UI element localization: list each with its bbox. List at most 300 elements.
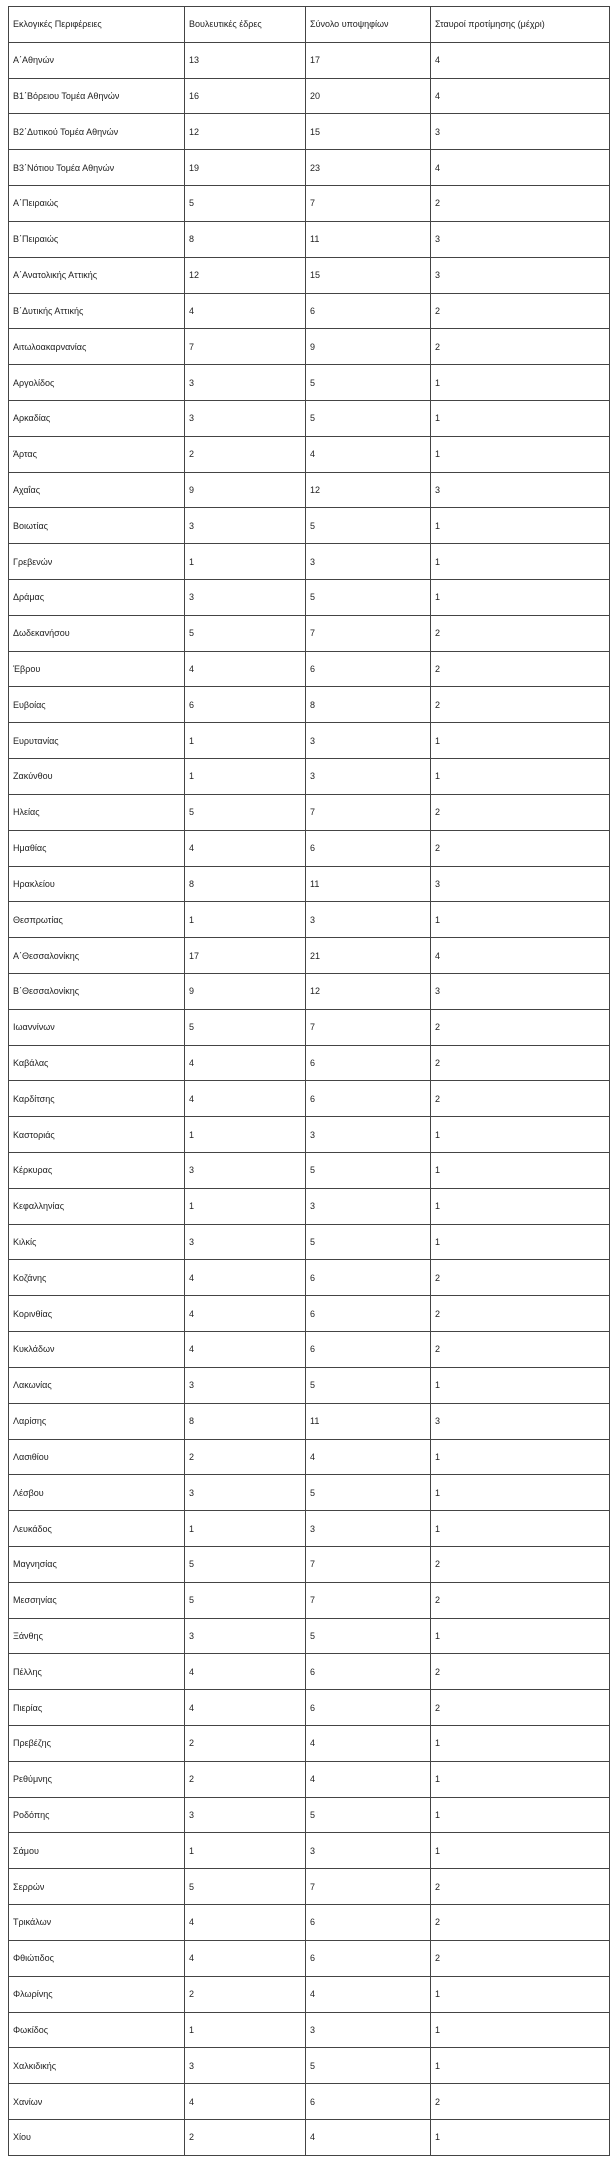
- preference-votes-cell: 2: [431, 1296, 610, 1332]
- preference-votes-cell: 3: [431, 472, 610, 508]
- constituency-cell: Μαγνησίας: [9, 1546, 185, 1582]
- candidates-cell: 5: [306, 508, 431, 544]
- preference-votes-cell: 2: [431, 1009, 610, 1045]
- column-header: Σύνολο υποψηφίων: [306, 7, 431, 43]
- candidates-cell: 5: [306, 1153, 431, 1189]
- preference-votes-cell: 1: [431, 723, 610, 759]
- table-row: [9, 1546, 610, 1582]
- constituency-cell: Ευρυτανίας: [9, 723, 185, 759]
- preference-votes-cell: 1: [431, 1833, 610, 1869]
- preference-votes-cell: 4: [431, 42, 610, 78]
- seats-cell: 4: [185, 1260, 306, 1296]
- table-row: [9, 1726, 610, 1762]
- table-row: [9, 2048, 610, 2084]
- table-row: [9, 1081, 610, 1117]
- table-row: [9, 1403, 610, 1439]
- preference-votes-cell: 3: [431, 1403, 610, 1439]
- constituency-cell: Β΄Πειραιώς: [9, 221, 185, 257]
- seats-cell: 5: [185, 794, 306, 830]
- table-row: [9, 221, 610, 257]
- column-header: Εκλογικές Περιφέρειες: [9, 7, 185, 43]
- constituency-cell: Ροδόπης: [9, 1797, 185, 1833]
- constituency-cell: Κοζάνης: [9, 1260, 185, 1296]
- constituency-cell: Καστοριάς: [9, 1117, 185, 1153]
- seats-cell: 3: [185, 1797, 306, 1833]
- seats-cell: 3: [185, 2048, 306, 2084]
- constituency-cell: Μεσσηνίας: [9, 1582, 185, 1618]
- seats-cell: 3: [185, 1224, 306, 1260]
- candidates-cell: 7: [306, 615, 431, 651]
- table-row: [9, 902, 610, 938]
- seats-cell: 3: [185, 400, 306, 436]
- table-row: [9, 1654, 610, 1690]
- candidates-cell: 4: [306, 1761, 431, 1797]
- constituency-cell: Κορινθίας: [9, 1296, 185, 1332]
- table-row: [9, 1332, 610, 1368]
- constituency-cell: Ημαθίας: [9, 830, 185, 866]
- table-row: [9, 329, 610, 365]
- seats-cell: 1: [185, 902, 306, 938]
- seats-cell: 1: [185, 1188, 306, 1224]
- constituency-cell: Τρικάλων: [9, 1905, 185, 1941]
- seats-cell: 8: [185, 1403, 306, 1439]
- seats-cell: 12: [185, 257, 306, 293]
- constituency-cell: Ξάνθης: [9, 1618, 185, 1654]
- column-header: Βουλευτικές έδρες: [185, 7, 306, 43]
- seats-cell: 4: [185, 1940, 306, 1976]
- preference-votes-cell: 2: [431, 651, 610, 687]
- constituency-cell: Πιερίας: [9, 1690, 185, 1726]
- preference-votes-cell: 1: [431, 508, 610, 544]
- preference-votes-cell: 2: [431, 830, 610, 866]
- table-row: [9, 973, 610, 1009]
- constituency-cell: Πρεβέζης: [9, 1726, 185, 1762]
- seats-cell: 4: [185, 2084, 306, 2120]
- seats-cell: 4: [185, 1654, 306, 1690]
- table-row: [9, 1188, 610, 1224]
- preference-votes-cell: 1: [431, 1976, 610, 2012]
- constituency-cell: Χαλκιδικής: [9, 2048, 185, 2084]
- candidates-cell: 7: [306, 186, 431, 222]
- seats-cell: 5: [185, 1546, 306, 1582]
- table-row: [9, 1618, 610, 1654]
- candidates-cell: 6: [306, 1260, 431, 1296]
- constituency-cell: Δράμας: [9, 580, 185, 616]
- candidates-cell: 7: [306, 1546, 431, 1582]
- candidates-cell: 5: [306, 365, 431, 401]
- table-row: [9, 1690, 610, 1726]
- constituency-cell: Λακωνίας: [9, 1367, 185, 1403]
- preference-votes-cell: 3: [431, 221, 610, 257]
- candidates-cell: 7: [306, 1869, 431, 1905]
- preference-votes-cell: 1: [431, 902, 610, 938]
- constituency-cell: Ζακύνθου: [9, 759, 185, 795]
- candidates-cell: 5: [306, 1475, 431, 1511]
- table-header-row: [9, 7, 610, 43]
- table-row: [9, 759, 610, 795]
- seats-cell: 5: [185, 186, 306, 222]
- preference-votes-cell: 2: [431, 1081, 610, 1117]
- preference-votes-cell: 3: [431, 973, 610, 1009]
- constituency-cell: Β3΄Νότιου Τομέα Αθηνών: [9, 150, 185, 186]
- preference-votes-cell: 2: [431, 1905, 610, 1941]
- constituency-cell: Φθιώτιδος: [9, 1940, 185, 1976]
- candidates-cell: 6: [306, 1905, 431, 1941]
- table-row: [9, 1367, 610, 1403]
- candidates-cell: 4: [306, 436, 431, 472]
- table-row: [9, 2119, 610, 2155]
- table-row: [9, 723, 610, 759]
- table-row: [9, 615, 610, 651]
- constituency-cell: Ηρακλείου: [9, 866, 185, 902]
- preference-votes-cell: 2: [431, 186, 610, 222]
- seats-cell: 16: [185, 78, 306, 114]
- candidates-cell: 6: [306, 1690, 431, 1726]
- preference-votes-cell: 2: [431, 1869, 610, 1905]
- constituency-cell: Α΄Ανατολικής Αττικής: [9, 257, 185, 293]
- seats-cell: 1: [185, 1833, 306, 1869]
- table-row: [9, 365, 610, 401]
- candidates-cell: 6: [306, 293, 431, 329]
- candidates-cell: 5: [306, 1618, 431, 1654]
- preference-votes-cell: 3: [431, 866, 610, 902]
- seats-cell: 3: [185, 1367, 306, 1403]
- preference-votes-cell: 2: [431, 1546, 610, 1582]
- preference-votes-cell: 1: [431, 436, 610, 472]
- candidates-cell: 5: [306, 1797, 431, 1833]
- seats-cell: 2: [185, 1726, 306, 1762]
- constituency-cell: Λασιθίου: [9, 1439, 185, 1475]
- table-row: [9, 1511, 610, 1547]
- constituency-cell: Α΄Αθηνών: [9, 42, 185, 78]
- seats-cell: 9: [185, 472, 306, 508]
- constituency-cell: Β΄Θεσσαλονίκης: [9, 973, 185, 1009]
- preference-votes-cell: 1: [431, 1511, 610, 1547]
- table-row: [9, 1296, 610, 1332]
- table-row: [9, 1976, 610, 2012]
- table-row: [9, 1260, 610, 1296]
- table-row: [9, 508, 610, 544]
- table-row: [9, 866, 610, 902]
- seats-cell: 3: [185, 508, 306, 544]
- constituency-cell: Α΄Πειραιώς: [9, 186, 185, 222]
- candidates-cell: 6: [306, 1940, 431, 1976]
- constituency-cell: Α΄Θεσσαλονίκης: [9, 938, 185, 974]
- seats-cell: 3: [185, 365, 306, 401]
- constituency-cell: Άρτας: [9, 436, 185, 472]
- table-row: [9, 2084, 610, 2120]
- table-row: [9, 1439, 610, 1475]
- candidates-cell: 5: [306, 1367, 431, 1403]
- constituency-cell: Ευβοίας: [9, 687, 185, 723]
- preference-votes-cell: 2: [431, 1690, 610, 1726]
- table-row: [9, 1009, 610, 1045]
- preference-votes-cell: 1: [431, 759, 610, 795]
- table-body: [9, 7, 610, 2156]
- constituency-cell: Κεφαλληνίας: [9, 1188, 185, 1224]
- seats-cell: 1: [185, 544, 306, 580]
- seats-cell: 1: [185, 1511, 306, 1547]
- constituency-cell: Πέλλης: [9, 1654, 185, 1690]
- table-row: [9, 1833, 610, 1869]
- seats-cell: 12: [185, 114, 306, 150]
- constituency-cell: Φωκίδος: [9, 2012, 185, 2048]
- table-row: [9, 1045, 610, 1081]
- constituency-cell: Καρδίτσης: [9, 1081, 185, 1117]
- candidates-cell: 6: [306, 1045, 431, 1081]
- constituencies-table: [8, 6, 610, 2156]
- seats-cell: 4: [185, 1905, 306, 1941]
- preference-votes-cell: 1: [431, 1618, 610, 1654]
- candidates-cell: 4: [306, 1726, 431, 1762]
- constituency-cell: Καβάλας: [9, 1045, 185, 1081]
- candidates-cell: 11: [306, 866, 431, 902]
- candidates-cell: 5: [306, 580, 431, 616]
- constituency-cell: Φλωρίνης: [9, 1976, 185, 2012]
- seats-cell: 5: [185, 1869, 306, 1905]
- table-row: [9, 651, 610, 687]
- seats-cell: 13: [185, 42, 306, 78]
- seats-cell: 4: [185, 293, 306, 329]
- table-row: [9, 1940, 610, 1976]
- table-row: [9, 1869, 610, 1905]
- seats-cell: 1: [185, 759, 306, 795]
- preference-votes-cell: 1: [431, 1117, 610, 1153]
- constituency-cell: Βοιωτίας: [9, 508, 185, 544]
- seats-cell: 17: [185, 938, 306, 974]
- candidates-cell: 21: [306, 938, 431, 974]
- constituency-cell: Χίου: [9, 2119, 185, 2155]
- constituency-cell: Κυκλάδων: [9, 1332, 185, 1368]
- table-row: [9, 938, 610, 974]
- seats-cell: 5: [185, 1009, 306, 1045]
- table-row: [9, 830, 610, 866]
- preference-votes-cell: 2: [431, 1940, 610, 1976]
- candidates-cell: 6: [306, 651, 431, 687]
- preference-votes-cell: 4: [431, 938, 610, 974]
- seats-cell: 9: [185, 973, 306, 1009]
- candidates-cell: 6: [306, 1296, 431, 1332]
- constituency-cell: Αργολίδος: [9, 365, 185, 401]
- candidates-cell: 23: [306, 150, 431, 186]
- constituency-cell: Β1΄Βόρειου Τομέα Αθηνών: [9, 78, 185, 114]
- preference-votes-cell: 1: [431, 1153, 610, 1189]
- table-row: [9, 1117, 610, 1153]
- candidates-cell: 15: [306, 114, 431, 150]
- seats-cell: 3: [185, 1618, 306, 1654]
- seats-cell: 7: [185, 329, 306, 365]
- candidates-cell: 3: [306, 2012, 431, 2048]
- candidates-cell: 11: [306, 221, 431, 257]
- table-row: [9, 257, 610, 293]
- seats-cell: 4: [185, 1332, 306, 1368]
- table-row: [9, 544, 610, 580]
- candidates-cell: 3: [306, 1188, 431, 1224]
- seats-cell: 6: [185, 687, 306, 723]
- candidates-cell: 17: [306, 42, 431, 78]
- seats-cell: 2: [185, 1439, 306, 1475]
- candidates-cell: 12: [306, 472, 431, 508]
- constituency-cell: Θεσπρωτίας: [9, 902, 185, 938]
- table-row: [9, 78, 610, 114]
- preference-votes-cell: 1: [431, 1367, 610, 1403]
- preference-votes-cell: 1: [431, 1475, 610, 1511]
- constituency-cell: Κιλκίς: [9, 1224, 185, 1260]
- constituency-cell: Β2΄Δυτικού Τομέα Αθηνών: [9, 114, 185, 150]
- seats-cell: 4: [185, 651, 306, 687]
- preference-votes-cell: 1: [431, 2048, 610, 2084]
- preference-votes-cell: 1: [431, 1224, 610, 1260]
- constituency-cell: Χανίων: [9, 2084, 185, 2120]
- preference-votes-cell: 2: [431, 1332, 610, 1368]
- constituency-cell: Αιτωλοακαρνανίας: [9, 329, 185, 365]
- constituency-cell: Δωδεκανήσου: [9, 615, 185, 651]
- candidates-cell: 8: [306, 687, 431, 723]
- preference-votes-cell: 1: [431, 400, 610, 436]
- preference-votes-cell: 1: [431, 1797, 610, 1833]
- candidates-cell: 5: [306, 400, 431, 436]
- candidates-cell: 5: [306, 1224, 431, 1260]
- seats-cell: 4: [185, 1296, 306, 1332]
- constituency-cell: Αχαΐας: [9, 472, 185, 508]
- table-row: [9, 1797, 610, 1833]
- preference-votes-cell: 2: [431, 2084, 610, 2120]
- seats-cell: 5: [185, 615, 306, 651]
- table-row: [9, 1153, 610, 1189]
- table-row: [9, 114, 610, 150]
- preference-votes-cell: 2: [431, 1260, 610, 1296]
- table-row: [9, 1761, 610, 1797]
- table-row: [9, 293, 610, 329]
- preference-votes-cell: 1: [431, 1439, 610, 1475]
- column-header: Σταυροί προτίμησης (μέχρι): [431, 7, 610, 43]
- candidates-cell: 4: [306, 2119, 431, 2155]
- table-row: [9, 1224, 610, 1260]
- constituency-cell: Κέρκυρας: [9, 1153, 185, 1189]
- seats-cell: 4: [185, 1081, 306, 1117]
- table-row: [9, 1905, 610, 1941]
- constituency-cell: Ιωαννίνων: [9, 1009, 185, 1045]
- seats-cell: 4: [185, 830, 306, 866]
- constituency-cell: Λευκάδος: [9, 1511, 185, 1547]
- constituency-cell: Ηλείας: [9, 794, 185, 830]
- seats-cell: 2: [185, 1976, 306, 2012]
- table-row: [9, 794, 610, 830]
- constituency-cell: Ρεθύμνης: [9, 1761, 185, 1797]
- preference-votes-cell: 4: [431, 150, 610, 186]
- preference-votes-cell: 1: [431, 365, 610, 401]
- preference-votes-cell: 2: [431, 329, 610, 365]
- seats-cell: 1: [185, 723, 306, 759]
- table-row: [9, 436, 610, 472]
- preference-votes-cell: 1: [431, 544, 610, 580]
- preference-votes-cell: 2: [431, 1654, 610, 1690]
- table-row: [9, 1582, 610, 1618]
- preference-votes-cell: 1: [431, 1726, 610, 1762]
- seats-cell: 1: [185, 2012, 306, 2048]
- seats-cell: 19: [185, 150, 306, 186]
- seats-cell: 3: [185, 1475, 306, 1511]
- candidates-cell: 7: [306, 794, 431, 830]
- preference-votes-cell: 1: [431, 1761, 610, 1797]
- constituency-cell: Έβρου: [9, 651, 185, 687]
- table-row: [9, 400, 610, 436]
- candidates-cell: 12: [306, 973, 431, 1009]
- candidates-cell: 3: [306, 544, 431, 580]
- candidates-cell: 11: [306, 1403, 431, 1439]
- candidates-cell: 7: [306, 1009, 431, 1045]
- constituency-cell: Λαρίσης: [9, 1403, 185, 1439]
- seats-cell: 4: [185, 1690, 306, 1726]
- constituency-cell: Σάμου: [9, 1833, 185, 1869]
- seats-cell: 8: [185, 221, 306, 257]
- candidates-cell: 6: [306, 830, 431, 866]
- constituency-cell: Λέσβου: [9, 1475, 185, 1511]
- constituency-cell: Β΄Δυτικής Αττικής: [9, 293, 185, 329]
- candidates-cell: 3: [306, 902, 431, 938]
- table-row: [9, 580, 610, 616]
- candidates-cell: 3: [306, 1117, 431, 1153]
- seats-cell: 2: [185, 436, 306, 472]
- seats-cell: 2: [185, 1761, 306, 1797]
- preference-votes-cell: 3: [431, 257, 610, 293]
- table-row: [9, 687, 610, 723]
- candidates-cell: 4: [306, 1439, 431, 1475]
- candidates-cell: 9: [306, 329, 431, 365]
- preference-votes-cell: 2: [431, 1582, 610, 1618]
- preference-votes-cell: 4: [431, 78, 610, 114]
- candidates-cell: 4: [306, 1976, 431, 2012]
- constituency-cell: Αρκαδίας: [9, 400, 185, 436]
- preference-votes-cell: 2: [431, 615, 610, 651]
- candidates-cell: 7: [306, 1582, 431, 1618]
- candidates-cell: 6: [306, 2084, 431, 2120]
- seats-cell: 3: [185, 580, 306, 616]
- candidates-cell: 20: [306, 78, 431, 114]
- preference-votes-cell: 1: [431, 1188, 610, 1224]
- table-row: [9, 1475, 610, 1511]
- table-row: [9, 2012, 610, 2048]
- seats-cell: 4: [185, 1045, 306, 1081]
- table-row: [9, 42, 610, 78]
- preference-votes-cell: 1: [431, 2119, 610, 2155]
- constituency-cell: Γρεβενών: [9, 544, 185, 580]
- seats-cell: 8: [185, 866, 306, 902]
- seats-cell: 5: [185, 1582, 306, 1618]
- candidates-cell: 3: [306, 759, 431, 795]
- seats-cell: 2: [185, 2119, 306, 2155]
- preference-votes-cell: 1: [431, 2012, 610, 2048]
- candidates-cell: 3: [306, 1833, 431, 1869]
- table-row: [9, 472, 610, 508]
- preference-votes-cell: 2: [431, 1045, 610, 1081]
- candidates-cell: 5: [306, 2048, 431, 2084]
- candidates-cell: 6: [306, 1654, 431, 1690]
- preference-votes-cell: 2: [431, 794, 610, 830]
- candidates-cell: 6: [306, 1332, 431, 1368]
- preference-votes-cell: 2: [431, 687, 610, 723]
- preference-votes-cell: 1: [431, 580, 610, 616]
- preference-votes-cell: 2: [431, 293, 610, 329]
- seats-cell: 1: [185, 1117, 306, 1153]
- seats-cell: 3: [185, 1153, 306, 1189]
- preference-votes-cell: 3: [431, 114, 610, 150]
- candidates-cell: 3: [306, 723, 431, 759]
- candidates-cell: 6: [306, 1081, 431, 1117]
- table-row: [9, 186, 610, 222]
- candidates-cell: 3: [306, 1511, 431, 1547]
- constituency-cell: Σερρών: [9, 1869, 185, 1905]
